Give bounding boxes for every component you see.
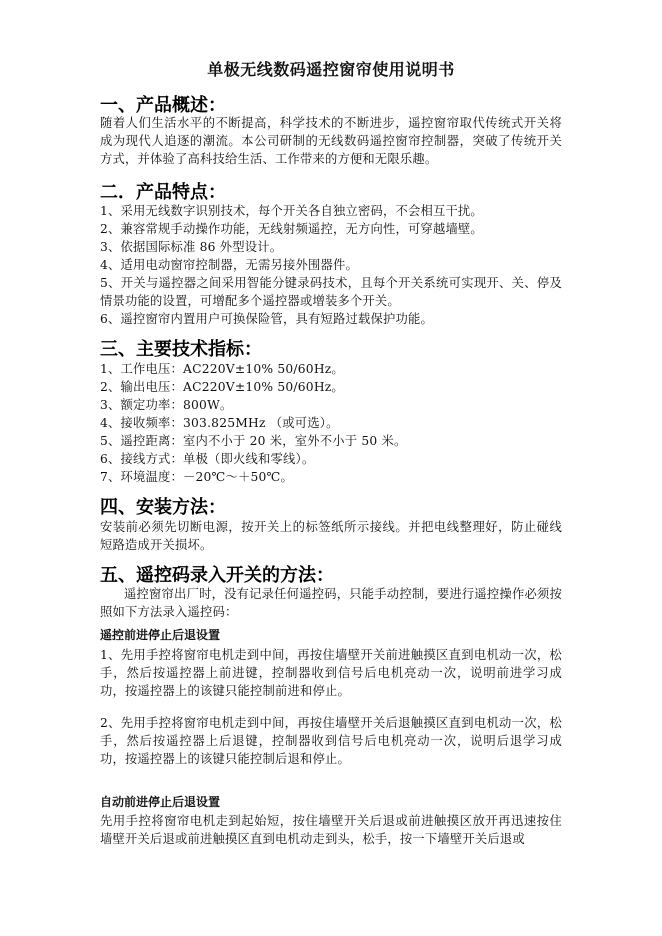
coding-auto-text: 先用手控将窗帘电机走到起始短，按住墙壁开关后退或前进触摸区放开再迅速按住墙壁开关后退或前进触摸区直到电机动走到头，松手，按一下墙壁开关后退或 bbox=[100, 814, 562, 846]
specs-heading: 三、主要技术指标： bbox=[100, 339, 262, 360]
spec-item-6: 6、接线方式：单极（即火线和零线）。 bbox=[100, 452, 315, 466]
coding-remote-step-2: 2、先用手控将窗帘电机走到中间，再按住墙壁开关后退触摸区直到电机动一次，松手，然后按遥控器上后退键，控制器收到信号后电机亮动一次，说明后退学习成功，按遥控器上的该键只能控制后退和停止。 bbox=[100, 716, 562, 766]
feature-item-3: 3、依据国际标准 86 外型设计。 bbox=[100, 240, 283, 254]
spec-item-2: 2、输出电压：AC220V±10% 50/60Hz。 bbox=[100, 380, 344, 394]
features-heading: 二．产品特点： bbox=[100, 182, 226, 203]
spec-item-7: 7、环境温度：－20℃～＋50℃。 bbox=[100, 470, 293, 484]
coding-remote-step-1: 1、先用手控将窗帘电机走到中间，再按住墙壁开关前进触摸区直到电机动一次，松手，然后按遥控器上前进键，控制器收到信号后电机亮动一次，说明前进学习成功，按遥控器上的该键只能控制前进和停止。 bbox=[100, 648, 562, 698]
install-body: 安装前必须先切断电源，按开关上的标签纸所示接线。并把电线整理好，防止碰线短路造成开关损坏。 bbox=[100, 520, 562, 552]
coding-subheading-remote: 遥控前进停止后退设置 bbox=[100, 628, 221, 642]
spec-item-1: 1、工作电压：AC220V±10% 50/60Hz。 bbox=[100, 362, 344, 376]
spec-item-3: 3、额定功率：800W。 bbox=[100, 398, 233, 412]
document-title: 单极无线数码遥控窗帘使用说明书 bbox=[207, 60, 455, 79]
feature-item-1: 1、采用无线数字识别技术，每个开关各自独立密码，不会相互干扰。 bbox=[100, 204, 483, 218]
feature-item-5: 5、开关与遥控器之间采用智能分键录码技术，且每个开关系统可实现开、关、停及情景功能的设置，可增配多个遥控器或增装多个开关。 bbox=[100, 276, 562, 308]
coding-subheading-auto: 自动前进停止后退设置 bbox=[100, 795, 221, 809]
spec-item-5: 5、遥控距离：室内不小于 20 米，室外不小于 50 米。 bbox=[100, 434, 407, 448]
feature-item-4: 4、适用电动窗帘控制器，无需另接外围器件。 bbox=[100, 258, 358, 272]
overview-heading: 一、产品概述： bbox=[100, 95, 226, 116]
coding-intro: 遥控窗帘出厂时，没有记录任何遥控码，只能手动控制，要进行遥控操作必须按照如下方法录入遥控码： bbox=[100, 587, 562, 619]
overview-body: 随着人们生活水平的不断提高，科学技术的不断进步，遥控窗帘取代传统式开关将成为现代人追逐的潮流。本公司研制的无线数码遥控窗帘控制器，突破了传统开关方式，并体验了高科技给生活、工作带来的方便和无限乐趣。 bbox=[100, 116, 562, 166]
coding-heading: 五、遥控码录入开关的方法： bbox=[100, 565, 334, 586]
spec-item-4: 4、接收频率：303.825MHz （或可选）。 bbox=[100, 416, 339, 430]
feature-item-6: 6、遥控窗帘内置用户可换保险管，具有短路过载保护功能。 bbox=[100, 312, 433, 326]
feature-item-2: 2、兼容常规手动操作功能，无线射频遥控，无方向性，可穿越墙壁。 bbox=[100, 222, 483, 236]
install-heading: 四、安装方法： bbox=[100, 497, 226, 518]
